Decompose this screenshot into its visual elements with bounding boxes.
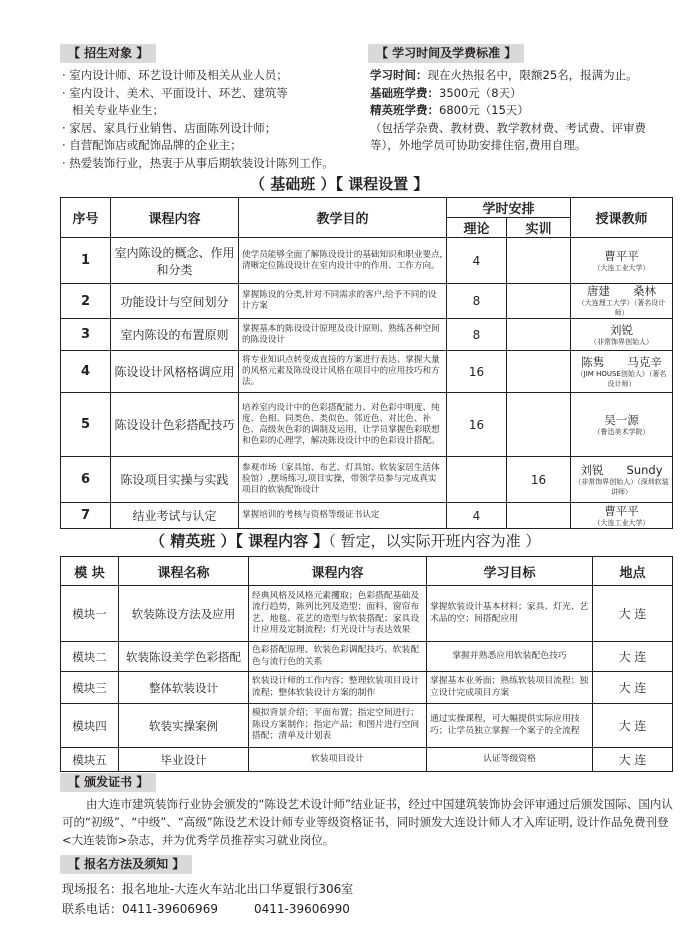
study-time-text: 现在火热报名中，限额25名，报满为止。 <box>427 68 638 82</box>
row-no: 1 <box>61 238 111 284</box>
row-place: 大 连 <box>593 748 673 772</box>
row-place: 大 连 <box>593 586 673 642</box>
enroll-item: · 自营配饰店或配饰品牌的企业主； <box>62 138 242 152</box>
teacher-org: （大连工业大学） <box>593 518 650 527</box>
enroll-item: · 家居、家具行业销售、店面陈列设计师； <box>62 120 277 135</box>
teacher-org: （鲁迅美术学院） <box>593 427 650 436</box>
teacher-org: （大连工业大学） <box>593 263 650 272</box>
row-no: 2 <box>61 284 111 319</box>
row-practice <box>507 238 571 284</box>
row-goal: 掌握陈设的分类,针对不同需求的客户,给予不同的设计方案 <box>239 284 447 319</box>
table-row <box>61 642 673 672</box>
study-time-label: 学习时间： <box>370 68 428 82</box>
table-row <box>61 748 673 772</box>
teacher-org: （大连理工大学）（著名设计师） <box>577 299 666 317</box>
table-row <box>61 586 673 642</box>
teacher-name: 吴一源 <box>604 412 639 427</box>
enroll-list <box>62 67 362 172</box>
header-content: 课程内容 <box>249 557 427 586</box>
row-theory: 16 <box>447 351 507 393</box>
row-content: 功能设计与空间划分 <box>111 284 239 319</box>
row-no: 4 <box>61 351 111 393</box>
teacher-name: 曹平平 <box>604 248 639 263</box>
table-row <box>61 457 673 503</box>
basic-heading: （ 基础班 ）【 课程设置 】 <box>250 175 429 193</box>
teacher-name: 陈隽 马克辛 <box>581 354 662 369</box>
enroll-item: · 热爱装饰行业，热衷于从事后期软装设计陈列工作。 <box>62 155 334 170</box>
row-content: 软装设计师的工作内容；整理软装项目设计流程；整体软装设计方案的制作 <box>249 672 427 704</box>
table-row <box>61 319 673 351</box>
row-content: 模拟背景介绍；平面布置；指定空间进行；陈设方案制作；指定产品；和图片进行空间搭配；清单及计划表 <box>249 704 427 748</box>
elite-fee-text: 6800元（15天） <box>439 103 529 117</box>
fee-note: （包括学杂费、教材费、教学教材费、考试费、评审费等），外地学员可协助安排住宿,费用自理。 <box>370 120 646 152</box>
row-place: 大 连 <box>593 672 673 704</box>
signup-phone <box>62 900 350 918</box>
row-module: 模块三 <box>61 672 119 704</box>
enroll-item: · 室内设计、美术、平面设计、环艺、建筑等 <box>62 85 288 100</box>
table-row <box>61 351 673 393</box>
row-no: 7 <box>61 503 111 529</box>
row-content: 结业考试与认定 <box>111 503 239 529</box>
phone-number-1: 0411-39606969 <box>122 902 218 916</box>
header-no: 序号 <box>61 198 111 238</box>
table-row <box>61 503 673 529</box>
row-practice <box>507 393 571 457</box>
row-no: 3 <box>61 319 111 351</box>
row-no: 5 <box>61 393 111 457</box>
enroll-item: · 室内设计师、环艺设计师及相关从业人员； <box>62 68 288 82</box>
elite-fee-label: 精英班学费： <box>370 103 439 117</box>
study-title: 【 学习时间及学费标准 】 <box>368 44 524 63</box>
table-row <box>61 393 673 457</box>
row-teacher <box>571 238 673 284</box>
row-name: 软装陈设方法及应用 <box>119 586 249 642</box>
header-module: 模 块 <box>61 557 119 586</box>
row-theory <box>447 457 507 503</box>
row-goal: 通过实操课程，可大幅提供实际应用技巧；让学员独立掌握一个案子的全流程 <box>427 704 593 748</box>
row-goal: 使学员能够全面了解陈设设计的基础知识和职业要点,清晰定位陈设设计在室内设计中的作用、工作方向。 <box>239 238 447 284</box>
row-name: 整体软装设计 <box>119 672 249 704</box>
row-practice <box>507 284 571 319</box>
study-info <box>370 67 670 155</box>
row-place: 大 连 <box>593 704 673 748</box>
row-goal: 掌握并熟悉应用软装配色技巧 <box>427 642 593 672</box>
basic-course-table <box>60 197 673 529</box>
header-content: 课程内容 <box>111 198 239 238</box>
row-content: 软装项目设计 <box>249 748 427 772</box>
cert-text: 由大连市建筑装饰行业协会颁发的“陈设艺术设计师”结业证书，经过中国建筑装饰协会评审通过后颁发国际、国内认可的“初级”、“中级”、“高级”陈设艺术设计师专业等级资格证书，同时颁发大连设计师人才入库证明, 设计作品免费刊登<大连装饰>杂志，并为优秀学员推荐实习就业岗位。 <box>62 797 673 847</box>
enroll-item: 相关专业毕业生； <box>72 103 164 117</box>
header-teacher: 授课教师 <box>571 198 673 238</box>
header-goal: 学习目标 <box>427 557 593 586</box>
table-row <box>61 672 673 704</box>
teacher-org: （非常饰界创始人） <box>590 337 654 346</box>
header-place: 地点 <box>593 557 673 586</box>
row-theory: 8 <box>447 319 507 351</box>
row-teacher <box>571 503 673 529</box>
row-no: 6 <box>61 457 111 503</box>
table-row <box>61 284 673 319</box>
row-goal: 掌握软装设计基本材料；家具、灯光、艺术品的空；间搭配应用 <box>427 586 593 642</box>
row-goal: 培养室内设计中的色彩搭配能力、对色彩中明度、纯度、色相、同类色、类似色、邻近色、对比色、补色、高级灰色彩的调制及运用，让学员掌握色彩联想和色彩的心理学，解决陈设设计中的色彩设计搭配。 <box>239 393 447 457</box>
row-teacher <box>571 393 673 457</box>
teacher-name: 刘锐 <box>610 322 634 337</box>
row-module: 模块四 <box>61 704 119 748</box>
row-teacher <box>571 351 673 393</box>
phone-number-2: 0411-39606990 <box>253 902 350 916</box>
header-goal: 教学目的 <box>239 198 447 238</box>
basic-fee-text: 3500元（8天） <box>439 85 522 100</box>
row-content: 陈设设计色彩搭配技巧 <box>111 393 239 457</box>
teacher-name: 刘锐 Sundy <box>580 462 663 477</box>
row-goal: 掌握基本的陈设设计原理及设计原则、熟练各种空间的陈设设计 <box>239 319 447 351</box>
row-goal: 掌握基本业务面；熟练软装项目流程；独立设计完成项目方案 <box>427 672 593 704</box>
row-theory: 8 <box>447 284 507 319</box>
row-module: 模块二 <box>61 642 119 672</box>
elite-heading <box>150 530 540 551</box>
row-place: 大 连 <box>593 642 673 672</box>
row-content: 陈设项目实操与实践 <box>111 457 239 503</box>
elite-heading-note: （ 暂定，以实际开班内容为准 ） <box>328 532 541 550</box>
phone-label: 联系电话： <box>62 902 123 916</box>
teacher-name: 唐建 桑林 <box>587 284 657 298</box>
signup-address: 现场报名：报名地址-大连火车站北出口华夏银行306室 <box>62 882 354 896</box>
row-practice <box>507 319 571 351</box>
cert-title: 【 颁发证书 】 <box>60 773 156 792</box>
row-goal: 参观市场（家具馆、布艺、灯具馆、软装家居生活体验馆）,摆场练习,项目实操，带领学员参与完成真实项目的软装配饰设计 <box>239 457 447 503</box>
row-teacher <box>571 284 673 319</box>
row-practice <box>507 503 571 529</box>
row-name: 毕业设计 <box>119 748 249 772</box>
teacher-name: 曹平平 <box>604 503 639 518</box>
row-teacher <box>571 319 673 351</box>
teacher-org: （非常饰界创始人）（深圳软装讲师） <box>574 477 669 496</box>
row-content: 陈设设计风格格调应用 <box>111 351 239 393</box>
row-theory: 4 <box>447 238 507 284</box>
row-module: 模块五 <box>61 748 119 772</box>
row-practice <box>507 351 571 393</box>
teacher-org: （JIM HOUSE创始人）（著名设计师） <box>576 369 667 388</box>
table-row <box>61 238 673 284</box>
elite-heading-main: （ 精英班 ）【 课程内容 】 <box>150 532 329 550</box>
signup-title: 【 报名方法及须知 】 <box>60 855 192 874</box>
enroll-title: 【 招生对象 】 <box>60 44 156 63</box>
row-content: 色彩搭配原理、软装色彩调配技巧、软装配色与流行色的关系 <box>249 642 427 672</box>
row-content: 经典风格及风格元素攫取；色彩搭配基础及流行趋势，陈列比列及造型；面料、窗帘布艺、地毯、花艺的造型与软装搭配；家具设计应用及定制流程；灯光设计与表达效果 <box>249 586 427 642</box>
header-theory: 理论 <box>447 218 507 238</box>
basic-fee-label: 基础班学费： <box>370 85 439 100</box>
row-content: 室内陈设的布置原则 <box>111 319 239 351</box>
row-module: 模块一 <box>61 586 119 642</box>
table-row <box>61 704 673 748</box>
row-goal: 掌握培训的考核与资格等级证书认定 <box>239 503 447 529</box>
header-name: 课程名称 <box>119 557 249 586</box>
row-name: 软装实操案例 <box>119 704 249 748</box>
header-practice: 实训 <box>507 218 571 238</box>
row-teacher <box>571 457 673 503</box>
row-practice: 16 <box>507 457 571 503</box>
row-goal: 将专业知识点转变成直接的方案进行表达、掌握大量的风格元素及陈设设计风格在项目中的应用技巧和方法。 <box>239 351 447 393</box>
header-hours: 学时安排 <box>447 198 571 218</box>
elite-course-table <box>60 556 673 772</box>
row-goal: 认证等级资格 <box>427 748 593 772</box>
row-name: 软装陈设美学色彩搭配 <box>119 642 249 672</box>
row-theory: 4 <box>447 503 507 529</box>
row-content: 室内陈设的概念、作用和分类 <box>111 238 239 284</box>
row-theory: 16 <box>447 393 507 457</box>
